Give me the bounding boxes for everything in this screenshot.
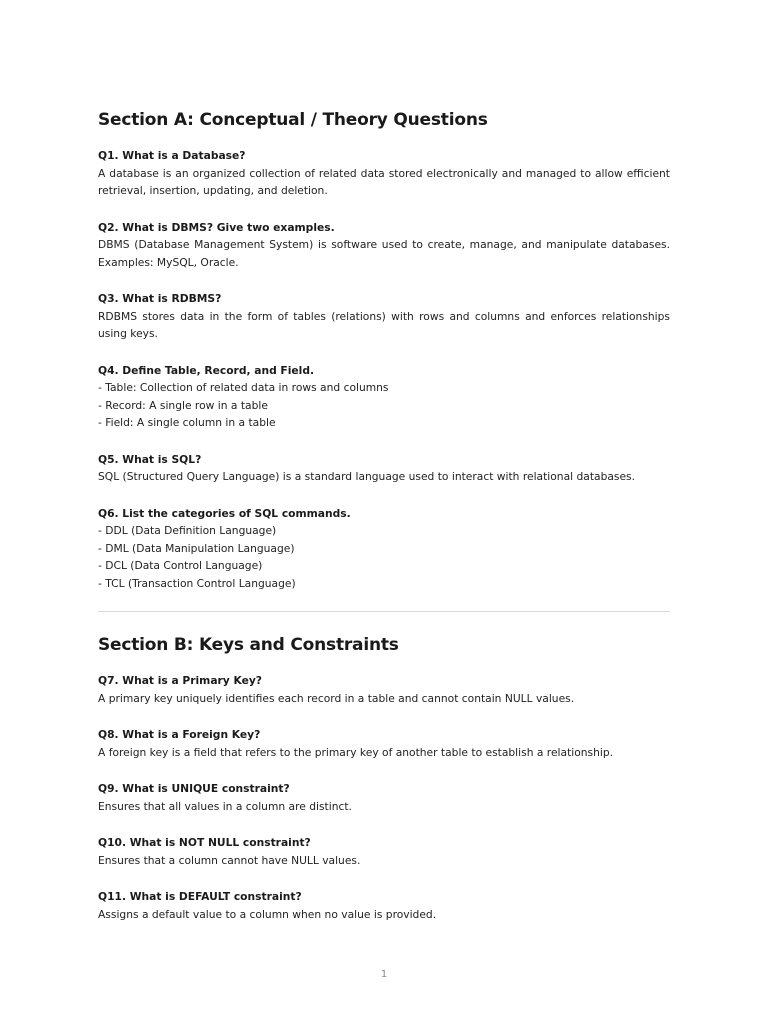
question-block-q1	[98, 147, 670, 200]
question-q2: Q2. What is DBMS? Give two examples.	[98, 220, 335, 234]
question-q11: Q11. What is DEFAULT constraint?	[98, 890, 302, 903]
answer-q10: Ensures that a column cannot have NULL values.	[98, 853, 361, 867]
answer-q2: DBMS (Database Management System) is software used to create, manage, and manipulate databases. Examples: MySQL, Oracle.	[98, 238, 670, 269]
section-divider	[98, 611, 670, 612]
question-block-q5	[98, 451, 670, 486]
answer-q5: SQL (Structured Query Language) is a standard language used to interact with relational databases.	[98, 470, 636, 483]
answer-q3: RDBMS stores data in the form of tables (relations) with rows and columns and enforces relationships using keys.	[98, 309, 670, 340]
answer-q7: A primary key uniquely identifies each record in a table and cannot contain NULL values.	[98, 691, 575, 705]
question-block-q2	[98, 219, 670, 272]
question-q9: Q9. What is UNIQUE constraint?	[98, 782, 290, 795]
question-q1: Q1. What is a Database?	[98, 149, 246, 162]
question-block-q4	[98, 362, 670, 432]
question-block-q10	[98, 834, 670, 869]
section-b-title: Section B: Keys and Constraints	[98, 635, 399, 655]
question-q3: Q3. What is RDBMS?	[98, 292, 222, 305]
question-block-q11	[98, 888, 670, 923]
bullet-item: - TCL (Transaction Control Language)	[98, 576, 296, 590]
question-q5: Q5. What is SQL?	[98, 452, 202, 466]
question-q10: Q10. What is NOT NULL constraint?	[98, 836, 311, 849]
question-q4: Q4. Define Table, Record, and Field.	[98, 363, 315, 377]
answer-q11: Assigns a default value to a column when no value is provided.	[98, 907, 437, 921]
answer-q1: A database is an organized collection of related data stored electronically and managed to allow efficient retrieval, insertion, updating, and deletion.	[98, 166, 670, 197]
answer-q9: Ensures that all values in a column are distinct.	[98, 799, 352, 813]
question-q7: Q7. What is a Primary Key?	[98, 674, 263, 687]
bullet-item: - Record: A single row in a table	[98, 398, 268, 412]
page-number: 1	[380, 969, 388, 980]
question-block-q3	[98, 290, 670, 343]
question-block-q8	[98, 726, 670, 761]
bullet-item: - DDL (Data Definition Language)	[98, 524, 277, 537]
document-page	[98, 106, 670, 942]
bullet-item: - DCL (Data Control Language)	[98, 559, 263, 572]
bullet-item: - Field: A single column in a table	[98, 416, 276, 429]
question-block-q7	[98, 672, 670, 707]
question-block-q9	[98, 780, 670, 815]
question-block-q6	[98, 505, 670, 593]
bullet-item: - Table: Collection of related data in rows and columns	[98, 381, 389, 394]
question-q6: Q6. List the categories of SQL commands.	[98, 506, 351, 520]
question-q8: Q8. What is a Foreign Key?	[98, 728, 261, 741]
bullet-item: - DML (Data Manipulation Language)	[98, 541, 295, 555]
answer-q8: A foreign key is a field that refers to the primary key of another table to establish a relationship.	[98, 745, 614, 759]
section-a-title: Section A: Conceptual / Theory Questions	[98, 110, 488, 130]
